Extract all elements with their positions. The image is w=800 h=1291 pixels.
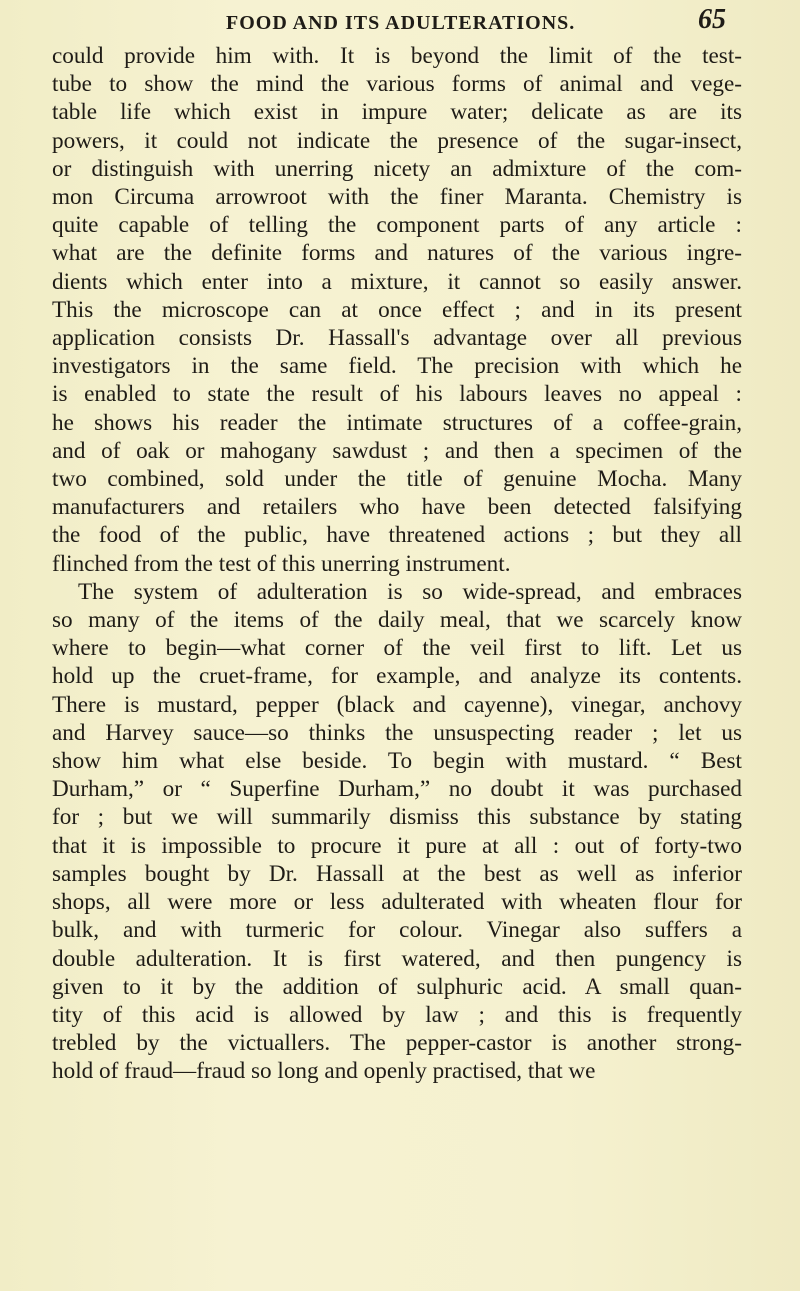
text-line: This the microscope can at once effect ; and in its present — [52, 296, 742, 323]
text-line: that it is impossible to procure it pure at all : out of forty-two — [52, 832, 742, 859]
text-line: dients which enter into a mixture, it cannot so easily answer. — [52, 268, 742, 295]
text-line: or distinguish with unerring nicety an admixture of the com- — [52, 155, 742, 182]
text-line: tity of this acid is allowed by law ; and this is frequently — [52, 1001, 742, 1028]
text-line: is enabled to state the result of his labours leaves no appeal : — [52, 381, 742, 408]
text-line: the food of the public, have threatened actions ; but they all — [52, 522, 742, 549]
text-line: trebled by the victuallers. The pepper-castor is another strong- — [52, 1030, 742, 1057]
text-line: two combined, sold under the title of genuine Mocha. Many — [52, 466, 742, 493]
text-line: given to it by the addition of sulphuric acid. A small quan- — [52, 973, 742, 1000]
text-line: investigators in the same field. The precision with which he — [52, 353, 742, 380]
text-line: Durham,” or “ Superfine Durham,” no doubt it was purchased — [52, 776, 742, 803]
page-header — [0, 4, 800, 44]
text-line: The system of adulteration is so wide-spread, and embraces — [78, 578, 742, 605]
text-line: samples bought by Dr. Hassall at the best as well as inferior — [52, 860, 742, 887]
text-line: tube to show the mind the various forms of animal and vege- — [52, 71, 742, 98]
text-line: he shows his reader the intimate structures of a coffee-grain, — [52, 409, 742, 436]
text-line: bulk, and with turmeric for colour. Vinegar also suffers a — [52, 917, 742, 944]
body-text — [52, 42, 742, 1086]
text-line: could provide him with. It is beyond the limit of the test- — [52, 43, 742, 69]
running-head: FOOD AND ITS ADULTERATIONS. — [226, 12, 576, 34]
text-line: where to begin—what corner of the veil first to lift. Let us — [52, 635, 742, 662]
text-line: flinched from the test of this unerring instrument. — [52, 550, 511, 577]
text-line: hold up the cruet-frame, for example, and analyze its contents. — [52, 663, 742, 690]
text-line: shops, all were more or less adulterated with wheaten flour for — [52, 889, 742, 916]
paragraph — [52, 42, 742, 578]
text-line: show him what else beside. To begin with mustard. “ Best — [52, 748, 742, 775]
text-line: manufacturers and retailers who have been detected falsifying — [52, 494, 742, 521]
text-line: hold of fraud—fraud so long and openly practised, that we — [52, 1058, 596, 1085]
text-line: for ; but we will summarily dismiss this substance by stating — [52, 804, 742, 831]
text-line: double adulteration. It is first watered, and then pungency is — [52, 945, 742, 972]
text-line: application consists Dr. Hassall's advantage over all previous — [52, 325, 742, 352]
text-line: mon Circuma arrowroot with the finer Maranta. Chemistry is — [52, 184, 742, 211]
text-line: what are the definite forms and natures of the various ingre- — [52, 240, 742, 267]
text-line: and Harvey sauce—so thinks the unsuspecting reader ; let us — [52, 719, 742, 746]
page-number: 65 — [698, 4, 726, 35]
text-line: table life which exist in impure water; delicate as are its — [52, 99, 742, 126]
text-line: quite capable of telling the component parts of any article : — [52, 212, 742, 239]
paragraph — [52, 578, 742, 1086]
text-line: There is mustard, pepper (black and cayenne), vinegar, anchovy — [52, 691, 742, 718]
text-line: powers, it could not indicate the presence of the sugar-insect, — [52, 127, 742, 154]
text-line: and of oak or mahogany sawdust ; and then a specimen of the — [52, 437, 742, 464]
text-line: so many of the items of the daily meal, that we scarcely know — [52, 607, 742, 634]
